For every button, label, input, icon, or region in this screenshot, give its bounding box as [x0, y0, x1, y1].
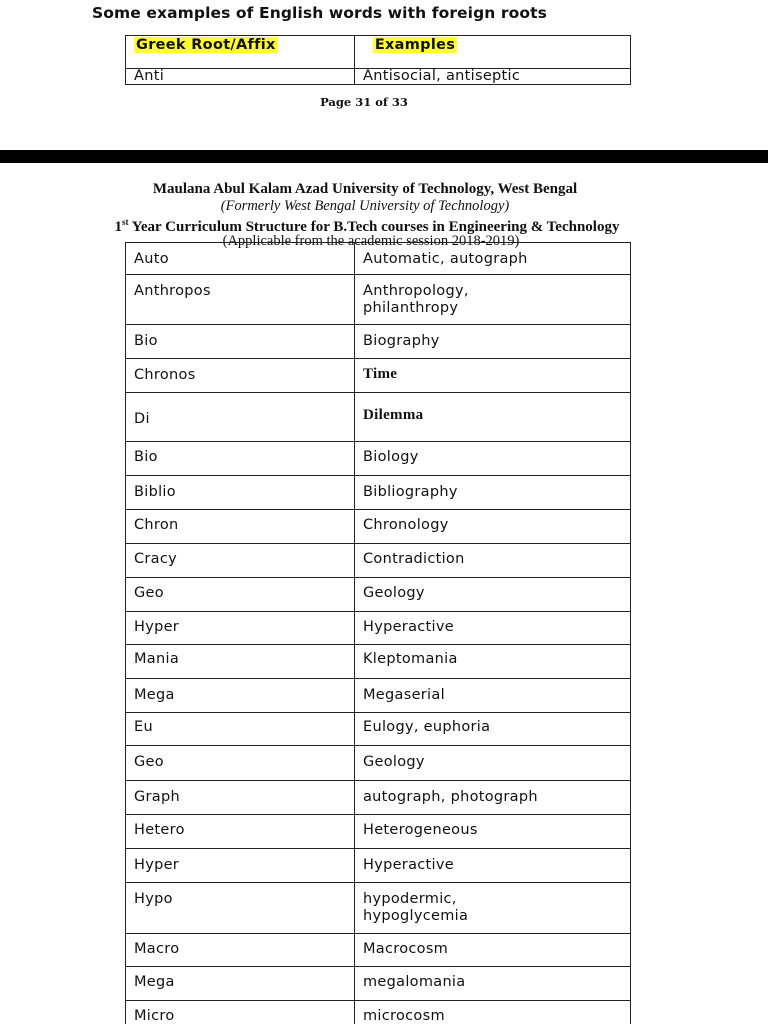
root-cell: Biblio	[126, 476, 355, 510]
root-cell: Anthropos	[126, 275, 355, 325]
examples-text: Megaserial	[363, 687, 445, 703]
examples-text: Geology	[363, 585, 425, 601]
examples-cell	[355, 393, 631, 442]
examples-text: autograph, photograph	[363, 789, 538, 805]
examples-cell	[355, 510, 631, 544]
curriculum-rest: Year Curriculum Structure for B.Tech courses in Engineering & Technology	[128, 219, 620, 235]
examples-cell	[355, 275, 631, 325]
examples-text: Hyperactive	[363, 619, 454, 635]
root-cell: Hyper	[126, 612, 355, 645]
page-number: Page 31 of 33	[320, 95, 408, 109]
examples-cell	[355, 781, 631, 815]
table-row	[126, 746, 631, 781]
examples-cell	[355, 746, 631, 781]
header-cell-root	[126, 36, 355, 69]
examples-text: Time	[363, 366, 398, 382]
curriculum-title	[0, 214, 768, 235]
examples-text: Biography	[363, 333, 440, 349]
root-cell: Geo	[126, 746, 355, 781]
root-cell: Mania	[126, 645, 355, 679]
examples-cell	[355, 243, 631, 275]
table-row	[126, 578, 631, 612]
roots-table-body	[126, 243, 631, 1024]
examples-cell	[355, 578, 631, 612]
table-row	[126, 1001, 631, 1024]
examples-cell	[355, 442, 631, 476]
root-cell: Micro	[126, 1001, 355, 1024]
page-divider	[0, 150, 768, 163]
top-roots-table	[125, 35, 631, 85]
examples-text: Biology	[363, 449, 419, 465]
table-row	[126, 934, 631, 967]
examples-cell	[355, 325, 631, 359]
examples-cell	[355, 849, 631, 883]
examples-text: Kleptomania	[363, 651, 458, 667]
examples-text: Anthropology,	[363, 283, 469, 299]
former-name: (Formerly West Bengal University of Technology)	[220, 198, 510, 214]
university-name: Maulana Abul Kalam Azad University of Technology, West Bengal	[152, 181, 578, 197]
examples-text: Geology	[363, 754, 425, 770]
root-cell: Macro	[126, 934, 355, 967]
examples-cell	[355, 1001, 631, 1024]
root-cell: Graph	[126, 781, 355, 815]
table-row	[126, 393, 631, 442]
table-row	[126, 781, 631, 815]
examples-cell	[355, 713, 631, 746]
examples-cell	[355, 934, 631, 967]
root-cell: Geo	[126, 578, 355, 612]
header-cell-examples	[355, 36, 631, 69]
table-row	[126, 544, 631, 578]
session-note: (Applicable from the academic session 2018-2019)	[222, 233, 520, 249]
examples-text-line2: hypoglycemia	[363, 908, 469, 924]
root-cell: Mega	[126, 967, 355, 1001]
table-header-row	[126, 36, 631, 69]
root-cell: Eu	[126, 713, 355, 746]
examples-cell: Antisocial, antiseptic	[355, 69, 631, 85]
curriculum-ordinal: 1	[114, 219, 122, 235]
examples-text: Heterogeneous	[363, 822, 478, 838]
roots-table	[125, 242, 631, 1024]
examples-text: megalomania	[363, 974, 466, 990]
header-root-label: Greek Root/Affix	[136, 37, 276, 53]
examples-cell	[355, 645, 631, 679]
examples-cell	[355, 815, 631, 849]
curriculum-ordinal-suffix: st	[122, 217, 129, 227]
table-row	[126, 359, 631, 393]
root-cell: Auto	[126, 243, 355, 275]
examples-cell	[355, 359, 631, 393]
root-cell: Chron	[126, 510, 355, 544]
examples-cell	[355, 612, 631, 645]
root-cell: Hetero	[126, 815, 355, 849]
root-cell: Bio	[126, 325, 355, 359]
examples-text: microcosm	[363, 1008, 445, 1024]
root-cell: Chronos	[126, 359, 355, 393]
examples-text: Chronology	[363, 517, 449, 533]
examples-cell	[355, 883, 631, 934]
table-row	[126, 69, 631, 85]
table-row	[126, 275, 631, 325]
header-examples-label: Examples	[374, 37, 456, 53]
root-cell: Hyper	[126, 849, 355, 883]
table-row	[126, 476, 631, 510]
examples-text: Dilemma	[363, 407, 424, 423]
table-row	[126, 325, 631, 359]
document-header	[0, 181, 768, 248]
table-row	[126, 679, 631, 713]
root-cell: Cracy	[126, 544, 355, 578]
table-row	[126, 612, 631, 645]
examples-cell	[355, 679, 631, 713]
examples-cell	[355, 967, 631, 1001]
examples-text: Contradiction	[363, 551, 465, 567]
root-cell: Di	[126, 393, 355, 442]
table-row	[126, 967, 631, 1001]
table-row	[126, 713, 631, 746]
examples-text-line2: philanthropy	[363, 300, 459, 316]
table-row	[126, 645, 631, 679]
table-row	[126, 815, 631, 849]
examples-text: Bibliography	[363, 484, 458, 500]
root-cell: Anti	[126, 69, 355, 85]
previous-page-fragment	[0, 0, 768, 150]
examples-cell	[355, 476, 631, 510]
examples-text: Eulogy, euphoria	[363, 719, 491, 735]
examples-text: Macrocosm	[363, 941, 449, 957]
examples-text: Hyperactive	[363, 857, 454, 873]
table-row	[126, 849, 631, 883]
root-cell: Hypo	[126, 883, 355, 934]
examples-cell	[355, 544, 631, 578]
table-row	[126, 442, 631, 476]
table-row	[126, 243, 631, 275]
table-row	[126, 510, 631, 544]
section-title: Some examples of English words with foreign roots	[92, 4, 547, 22]
root-cell: Mega	[126, 679, 355, 713]
root-cell: Bio	[126, 442, 355, 476]
table-row	[126, 883, 631, 934]
examples-text: Automatic, autograph	[363, 251, 528, 267]
examples-text: hypodermic,	[363, 891, 457, 907]
